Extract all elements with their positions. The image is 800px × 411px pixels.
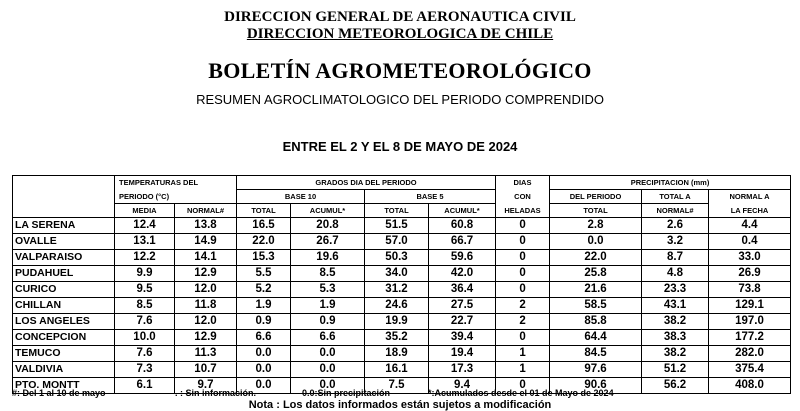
agro-data-table <box>12 175 791 394</box>
col-precip-total: TOTAL <box>550 204 642 218</box>
table-cell: 34.0 <box>365 266 429 282</box>
org-line-2 <box>0 26 800 43</box>
header-temp-line1: TEMPERATURAS DEL <box>115 176 237 190</box>
table-cell: 0.0 <box>291 346 365 362</box>
table-cell: 4.8 <box>642 266 709 282</box>
table-cell: 84.5 <box>550 346 642 362</box>
table-cell: 0.0 <box>291 378 365 394</box>
table-cell: 21.6 <box>550 282 642 298</box>
table-row <box>13 314 791 330</box>
table-cell: 12.0 <box>175 314 237 330</box>
table-cell: 57.0 <box>365 234 429 250</box>
table-cell: 6.6 <box>291 330 365 346</box>
table-cell: 7.6 <box>115 346 175 362</box>
table-cell: 22.0 <box>237 234 291 250</box>
col-heladas: HELADAS <box>496 204 550 218</box>
table-cell: 7.3 <box>115 362 175 378</box>
table-cell: 38.2 <box>642 314 709 330</box>
table-cell: 9.4 <box>429 378 496 394</box>
station-name: PUDAHUEL <box>13 266 115 282</box>
table-cell: 36.4 <box>429 282 496 298</box>
header-total-a: TOTAL A <box>642 190 709 204</box>
table-cell: 408.0 <box>709 378 791 394</box>
table-cell: 0.4 <box>709 234 791 250</box>
table-cell: 0 <box>496 266 550 282</box>
document-period: ENTRE EL 2 Y EL 8 DE MAYO DE 2024 <box>282 139 518 154</box>
footnote-note: Nota : Los datos informados están sujetos a modificación <box>248 399 552 411</box>
table-cell: 43.1 <box>642 298 709 314</box>
col-precip-normal: NORMAL# <box>642 204 709 218</box>
header-blank <box>13 176 115 190</box>
footnote-accum: *:Acumulados desde el 01 de Mayo de 2024 <box>428 388 614 398</box>
table-cell: 60.8 <box>429 218 496 234</box>
table-cell: 0 <box>496 378 550 394</box>
table-row <box>13 250 791 266</box>
table-cell: 12.4 <box>115 218 175 234</box>
table-cell: 31.2 <box>365 282 429 298</box>
table-cell: 1.9 <box>291 298 365 314</box>
table-cell: 90.6 <box>550 378 642 394</box>
station-name: VALPARAISO <box>13 250 115 266</box>
table-cell: 50.3 <box>365 250 429 266</box>
table-row <box>13 362 791 378</box>
table-cell: 14.9 <box>175 234 237 250</box>
header-frost-line1: DIAS <box>496 176 550 190</box>
table-row <box>13 298 791 314</box>
table-cell: 66.7 <box>429 234 496 250</box>
col-b10-acumul: ACUMUL* <box>291 204 365 218</box>
table-cell: 9.5 <box>115 282 175 298</box>
table-cell: 197.0 <box>709 314 791 330</box>
table-cell: 12.2 <box>115 250 175 266</box>
table-cell: 13.8 <box>175 218 237 234</box>
col-b10-total: TOTAL <box>237 204 291 218</box>
table-cell: 1.9 <box>237 298 291 314</box>
table-cell: 12.9 <box>175 330 237 346</box>
col-b5-total: TOTAL <box>365 204 429 218</box>
table-cell: 85.8 <box>550 314 642 330</box>
table-cell: 0.0 <box>550 234 642 250</box>
table-cell: 1 <box>496 346 550 362</box>
table-cell: 38.3 <box>642 330 709 346</box>
table-cell: 19.4 <box>429 346 496 362</box>
table-cell: 282.0 <box>709 346 791 362</box>
org-line-2-text: DIRECCION METEOROLOGICA DE CHILE <box>246 26 554 42</box>
table-cell: 2 <box>496 314 550 330</box>
table-cell: 19.9 <box>365 314 429 330</box>
table-cell: 0.0 <box>291 362 365 378</box>
table-cell: 58.5 <box>550 298 642 314</box>
table-cell: 25.8 <box>550 266 642 282</box>
table-cell: 12.0 <box>175 282 237 298</box>
footnote-normal: #: Del 1 al 10 de mayo <box>12 388 106 398</box>
table-row <box>13 330 791 346</box>
station-name: VALDIVIA <box>13 362 115 378</box>
table-cell: 0 <box>496 282 550 298</box>
table-cell: 3.2 <box>642 234 709 250</box>
col-media: MEDIA <box>115 204 175 218</box>
table-cell: 6.6 <box>237 330 291 346</box>
table-cell: 19.6 <box>291 250 365 266</box>
header-blank <box>13 204 115 218</box>
table-cell: 0 <box>496 330 550 346</box>
header-row-1 <box>13 176 791 190</box>
table-cell: 20.8 <box>291 218 365 234</box>
station-name: OVALLE <box>13 234 115 250</box>
org-line-1: DIRECCION GENERAL DE AERONAUTICA CIVIL <box>224 9 576 25</box>
table-cell: 129.1 <box>709 298 791 314</box>
header-base10: BASE 10 <box>237 190 365 204</box>
table-cell: 6.1 <box>115 378 175 394</box>
table-cell: 26.7 <box>291 234 365 250</box>
table-cell: 2.8 <box>550 218 642 234</box>
table-cell: 64.4 <box>550 330 642 346</box>
station-name: LA SERENA <box>13 218 115 234</box>
table-cell: 177.2 <box>709 330 791 346</box>
table-row <box>13 282 791 298</box>
table-cell: 0 <box>496 250 550 266</box>
table-cell: 10.0 <box>115 330 175 346</box>
document-subtitle: RESUMEN AGROCLIMATOLOGICO DEL PERIODO COMPRENDIDO <box>196 92 604 107</box>
table-cell: 14.1 <box>175 250 237 266</box>
table-cell: 10.7 <box>175 362 237 378</box>
table-cell: 0.9 <box>237 314 291 330</box>
table-cell: 97.6 <box>550 362 642 378</box>
table-cell: 16.5 <box>237 218 291 234</box>
table-cell: 56.2 <box>642 378 709 394</box>
table-row <box>13 218 791 234</box>
table-cell: 23.3 <box>642 282 709 298</box>
table-cell: 17.3 <box>429 362 496 378</box>
header-blank <box>13 190 115 204</box>
table-cell: 7.5 <box>365 378 429 394</box>
table-cell: 33.0 <box>709 250 791 266</box>
station-name: CONCEPCION <box>13 330 115 346</box>
header-del-periodo: DEL PERIODO <box>550 190 642 204</box>
table-cell: 51.2 <box>642 362 709 378</box>
table-cell: 42.0 <box>429 266 496 282</box>
table-cell: 9.7 <box>175 378 237 394</box>
table-cell: 2.6 <box>642 218 709 234</box>
header-precip: PRECIPITACION (mm) <box>550 176 791 190</box>
header-degree-days: GRADOS DIA DEL PERIODO <box>237 176 496 190</box>
table-cell: 22.7 <box>429 314 496 330</box>
document-title: BOLETÍN AGROMETEOROLÓGICO <box>208 58 592 83</box>
table-cell: 38.2 <box>642 346 709 362</box>
table-cell: 11.8 <box>175 298 237 314</box>
table-cell: 22.0 <box>550 250 642 266</box>
table-row <box>13 346 791 362</box>
table-cell: 0.9 <box>291 314 365 330</box>
col-total-fecha: LA FECHA <box>709 204 791 218</box>
table-cell: 27.5 <box>429 298 496 314</box>
table-cell: 0 <box>496 234 550 250</box>
table-cell: 0.0 <box>237 378 291 394</box>
table-row <box>13 234 791 250</box>
table-cell: 26.9 <box>709 266 791 282</box>
table-cell: 51.5 <box>365 218 429 234</box>
table-cell: 5.5 <box>237 266 291 282</box>
footnote-no-info: . : Sin información. <box>175 388 257 398</box>
col-normal: NORMAL# <box>175 204 237 218</box>
table-cell: 13.1 <box>115 234 175 250</box>
table-row <box>13 266 791 282</box>
footnote-no-precip: 0.0:Sin precipitación <box>302 388 391 398</box>
header-frost-line2: CON <box>496 190 550 204</box>
table-cell: 0 <box>496 218 550 234</box>
header-normal-a: NORMAL A <box>709 190 791 204</box>
header-row-2 <box>13 190 791 204</box>
header-temp-line2: PERIODO (°C) <box>115 190 237 204</box>
table-cell: 59.6 <box>429 250 496 266</box>
table-cell: 35.2 <box>365 330 429 346</box>
station-name: LOS ANGELES <box>13 314 115 330</box>
table-cell: 8.5 <box>115 298 175 314</box>
table-cell: 8.5 <box>291 266 365 282</box>
station-name: CHILLAN <box>13 298 115 314</box>
col-b5-acumul: ACUMUL* <box>429 204 496 218</box>
table-cell: 9.9 <box>115 266 175 282</box>
table-cell: 16.1 <box>365 362 429 378</box>
table-cell: 5.2 <box>237 282 291 298</box>
table-cell: 4.4 <box>709 218 791 234</box>
table-cell: 0.0 <box>237 362 291 378</box>
table-cell: 73.8 <box>709 282 791 298</box>
station-name: CURICO <box>13 282 115 298</box>
table-cell: 5.3 <box>291 282 365 298</box>
table-cell: 12.9 <box>175 266 237 282</box>
station-name: TEMUCO <box>13 346 115 362</box>
table-cell: 7.6 <box>115 314 175 330</box>
table-cell: 1 <box>496 362 550 378</box>
table-cell: 39.4 <box>429 330 496 346</box>
table-cell: 375.4 <box>709 362 791 378</box>
table-cell: 11.3 <box>175 346 237 362</box>
table-cell: 15.3 <box>237 250 291 266</box>
station-name: PTO. MONTT <box>13 378 115 394</box>
header-base5: BASE 5 <box>365 190 496 204</box>
table-cell: 24.6 <box>365 298 429 314</box>
table-cell: 8.7 <box>642 250 709 266</box>
table-cell: 2 <box>496 298 550 314</box>
header-row-3 <box>13 204 791 218</box>
table-cell: 0.0 <box>237 346 291 362</box>
table-cell: 18.9 <box>365 346 429 362</box>
